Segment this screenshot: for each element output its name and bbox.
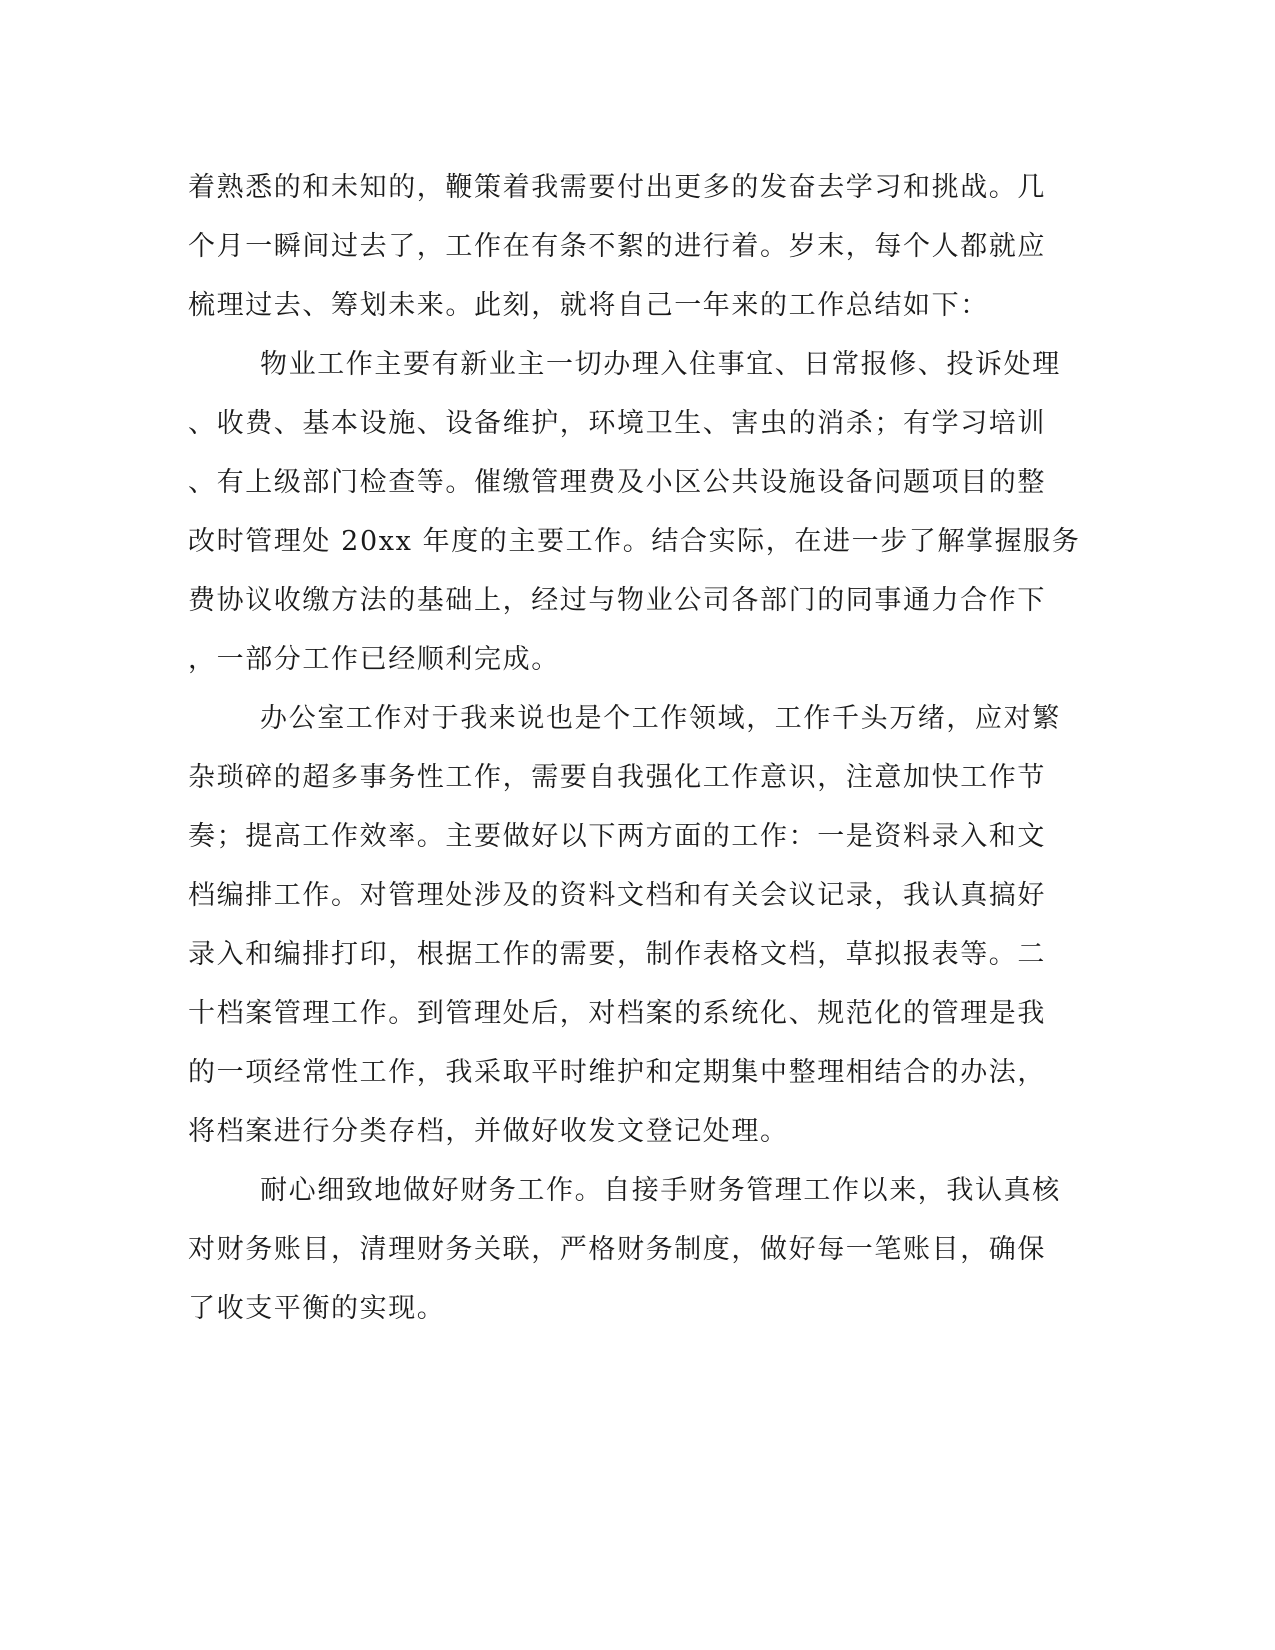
text-line: 录入和编排打印，根据工作的需要，制作表格文档，草拟报表等。二 xyxy=(188,939,1046,970)
text-line: 办公室工作对于我来说也是个工作领域，工作千头万绪，应对繁 xyxy=(260,703,1061,734)
text-line: 耐心细致地做好财务工作。自接手财务管理工作以来，我认真核 xyxy=(260,1175,1061,1206)
text-line: 着熟悉的和未知的，鞭策着我需要付出更多的发奋去学习和挑战。几 xyxy=(188,172,1046,203)
text-line: 改时管理处 20xx 年度的主要工作。结合实际，在进一步了解掌握服务 xyxy=(188,526,1081,557)
paragraph-3 xyxy=(188,689,1068,1161)
text-line: 、收费、基本设施、设备维护，环境卫生、害虫的消杀；有学习培训 xyxy=(188,408,1046,439)
text-line: 、有上级部门检查等。催缴管理费及小区公共设施设备问题项目的整 xyxy=(188,467,1046,498)
text-line: 杂琐碎的超多事务性工作，需要自我强化工作意识，注意加快工作节 xyxy=(188,762,1046,793)
text-line: ，一部分工作已经顺利完成。 xyxy=(188,644,560,675)
text-line: 将档案进行分类存档，并做好收发文登记处理。 xyxy=(188,1116,789,1147)
text-line: 十档案管理工作。到管理处后，对档案的系统化、规范化的管理是我 xyxy=(188,998,1046,1029)
text-line: 费协议收缴方法的基础上，经过与物业公司各部门的同事通力合作下 xyxy=(188,585,1046,616)
text-line: 梳理过去、筹划未来。此刻，就将自己一年来的工作总结如下： xyxy=(188,290,989,321)
text-line: 了收支平衡的实现。 xyxy=(188,1293,446,1324)
paragraph-2 xyxy=(188,335,1081,689)
text-line: 个月一瞬间过去了，工作在有条不絮的进行着。岁末，每个人都就应 xyxy=(188,231,1046,262)
text-line: 物业工作主要有新业主一切办理入住事宜、日常报修、投诉处理 xyxy=(260,349,1061,380)
text-line: 档编排工作。对管理处涉及的资料文档和有关会议记录，我认真搞好 xyxy=(188,880,1046,911)
paragraph-1 xyxy=(188,158,1068,335)
paragraph-4 xyxy=(188,1161,1068,1338)
text-line: 对财务账目，清理财务关联，严格财务制度，做好每一笔账目，确保 xyxy=(188,1234,1046,1265)
text-line: 的一项经常性工作，我采取平时维护和定期集中整理相结合的办法， xyxy=(188,1057,1046,1088)
text-line: 奏；提高工作效率。主要做好以下两方面的工作：一是资料录入和文 xyxy=(188,821,1046,852)
document-body xyxy=(188,158,1081,1338)
